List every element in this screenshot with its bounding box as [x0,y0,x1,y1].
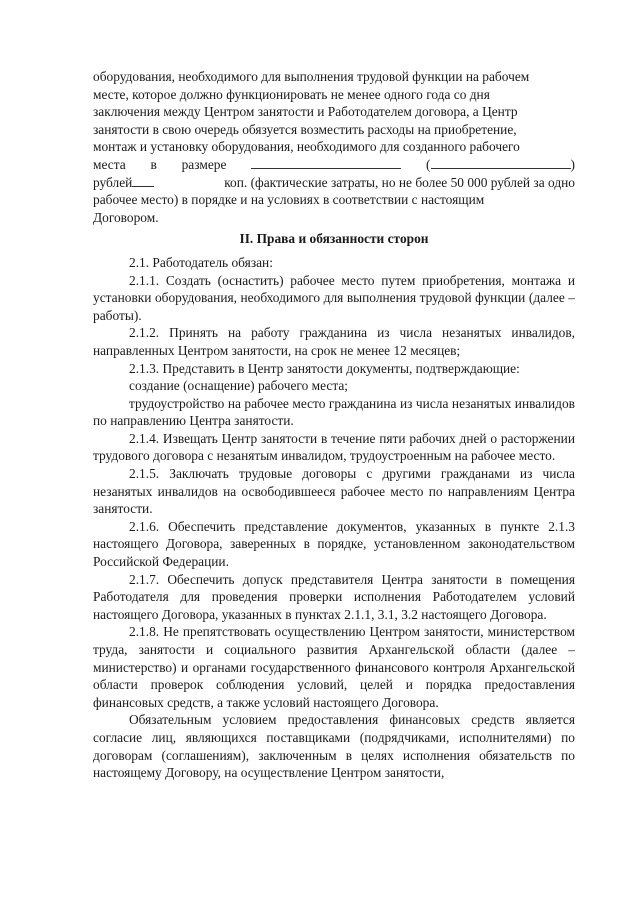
intro-paragraph [93,68,575,226]
clause-2-1-3: 2.1.3. Представить в Центр занятости документы, подтверждающие: [129,360,520,376]
clause-2-1-2: 2.1.2. Принять на работу гражданина из числа незанятых инвалидов, направленных Центром занятости, на срок не менее 12 месяцев; [93,325,575,358]
clause-2-1-5: 2.1.5. Заключать трудовые договоры с другими гражданами из числа незанятых инвалидов на освободившееся рабочее место по направлениям Центра занятости. [93,466,575,517]
intro-line-7 [93,174,575,192]
word-rubley: рублей [93,174,133,190]
clause-2-1-1: 2.1.1. Создать (оснастить) рабочее место путем приобретения, монтажа и установки оборудования, необходимого для выполнения трудовой функции (далее – работы). [93,272,575,323]
clause-2-1-6: 2.1.6. Обеспечить представление документов, указанных в пункте 2.1.3 настоящего Договора, заверенных в порядке, установленном законодательством Российской Федерации. [93,518,575,570]
word-v: в [150,156,157,172]
clause-2-1: 2.1. Работодатель обязан: [129,254,273,270]
intro-line-8: рабочее место) в порядке и на условиях в соответствии с настоящим [93,192,485,208]
clause-2-1-8: 2.1.8. Не препятствовать осуществлению Центром занятости, министерством труда, занятости и социального развития Архангельской области (далее – министерство) и органами государственного финансового контроля Архангельской области проверок соблюдения условий, целей и порядка предоставления финансовых средств, а также условий настоящего Договора. [93,624,575,710]
clause-employment: трудоустройство на рабочее место гражданина из числа незанятых инвалидов по направлению Центра занятости. [93,395,575,429]
clause-2-1-7: 2.1.7. Обеспечить допуск представителя Центра занятости в помещения Работодателя для проведения проверки исполнения Работодателем условий настоящего Договора, указанных в пунктах 2.1.1, 3.1, 3.2 настоящего Договора. [93,571,575,622]
intro-line-4: занятости в свою очередь обязуется возместить расходы на приобретение, [93,121,517,137]
intro-line-9: Договором. [93,209,159,225]
word-razmere: размере [181,156,227,172]
section-title: II. Права и обязанности сторон [239,231,429,247]
clause-creation: создание (оснащение) рабочего места; [129,378,348,394]
word-mesta: места [93,156,126,172]
kopecks-blank [132,174,154,187]
intro-line-5: монтаж и установку оборудования, необходимого для созданного рабочего [93,139,520,155]
clause-2-1-4: 2.1.4. Извещать Центр занятости в течение пяти рабочих дней о расторжении трудового договора с незанятым инвалидом, трудоустроенным на рабочее место. [93,430,575,464]
rubles-field [93,174,154,192]
clause-mandatory-condition: Обязательным условием предоставления финансовых средств является согласие лиц, являющихся поставщиками (подрядчиками, исполнителями) по договорам (соглашениям), заключенным в целях исполнения обязательств по настоящему Договору, на осуществление Центром занятости, [93,712,575,781]
intro-line-2: месте, которое должно функционировать не менее одного года со дня [93,86,490,102]
kopecks-text: коп. (фактические затраты, но не более 50 000 рублей за одно [224,174,575,190]
amount-words-field [426,156,575,174]
amount-blank [251,156,401,169]
amount-words-blank [431,156,571,169]
intro-line-6 [93,156,575,174]
intro-line-1: оборудования, необходимого для выполнения трудовой функции на рабочем [93,69,530,84]
intro-line-3: заключения между Центром занятости и Работодателем договора, а Центр [93,104,518,120]
open-paren: ( [426,156,431,172]
close-paren: ) [570,156,575,172]
